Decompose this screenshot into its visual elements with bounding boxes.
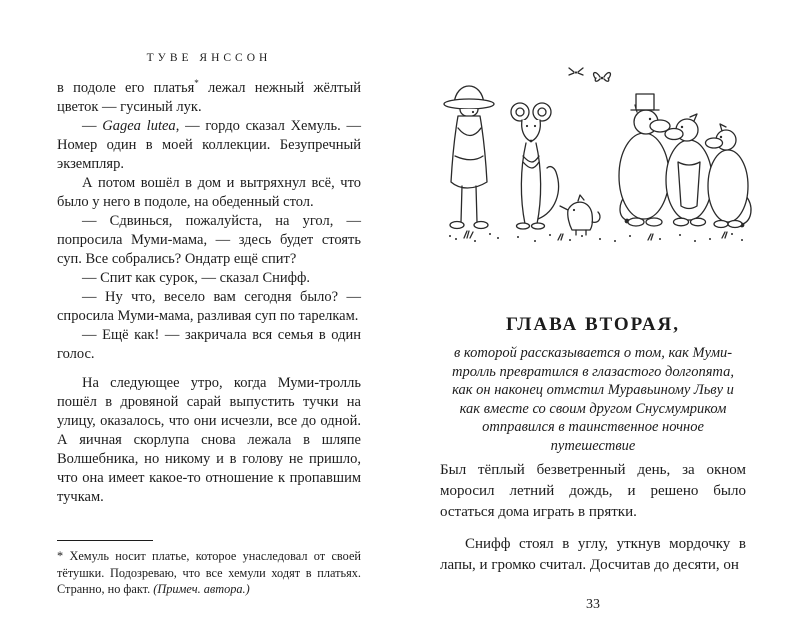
- snufkin-figure: [444, 86, 494, 229]
- paragraph: — Ещё как! — закричала вся семья в один голос.: [57, 327, 361, 362]
- chapter-title: ГЛАВА ВТОРАЯ,: [505, 314, 681, 335]
- running-header: ТУВЕ ЯНССОН: [146, 52, 272, 64]
- paragraph: — Ну что, весело вам сегодня было? — спросила Муми-мама, разливая суп по тарелкам.: [57, 289, 361, 324]
- moomintroll-figure: [706, 124, 752, 228]
- small-creature-figure: [560, 195, 600, 235]
- opening-text-rest: лежал нежный жёлтый цветок — гусиный лук.: [57, 80, 361, 115]
- moomin-illustration: [430, 64, 760, 256]
- right-page-text: [440, 460, 746, 576]
- moominmamma-figure: [665, 114, 712, 226]
- butterfly-icon: [569, 68, 610, 81]
- moominpappa-figure: [619, 94, 670, 226]
- latin-species-name: Gagea lutea: [102, 118, 176, 134]
- ground-detail: [449, 231, 743, 242]
- moomin-characters-drawing: [430, 64, 760, 256]
- paragraph: На следующее утро, когда Муми-тролль пошёл в дровяной сарай выпустить тучки на улицу, оказалось, что они исчезли, все до одной. А яичная скорлупа снова лежала в шляпе Волшебника, но никому и в голову не пришло, что она имеет какое-то отношение к пропавшим тучкам.: [57, 375, 361, 505]
- paragraph-opening: [57, 79, 361, 117]
- left-page-text: [57, 79, 361, 507]
- footnote-body: * Хемуль носит платье, которое унаследовал от своей тётушки. Подозреваю, что все хемули ходят в платьях. Странно, но факт.: [57, 549, 361, 596]
- footnote-divider: [57, 540, 153, 541]
- page-number: 33: [586, 597, 600, 612]
- paragraph: — Спит как сурок, — сказал Снифф.: [82, 270, 310, 286]
- paragraph: — Сдвинься, пожалуйста, на угол, — попросила Муми-мама, — здесь будет стоять суп. Все собрались? Ондатр ещё спит?: [57, 213, 361, 267]
- paragraph: А потом вошёл в дом и вытряхнул всё, что было у него в подоле, на обеденный стол.: [57, 175, 361, 210]
- paragraph: Был тёплый безветренный день, за окном моросил летний дождь, и решено было остаться дома играть в прятки.: [440, 462, 746, 520]
- footnote-text: [57, 548, 361, 598]
- opening-text: в подоле его платья: [57, 80, 195, 96]
- dash: —: [82, 118, 103, 134]
- gagea-rest: , — гордо сказал Хемуль. — Номер один в моей коллекции. Безупречный экземпляр.: [57, 118, 362, 172]
- sniff-figure: [511, 103, 559, 229]
- footnote-attribution: (Примеч. автора.): [153, 582, 250, 596]
- chapter-epigraph: в которой рассказывается о том, как Муми-тролль превратился в глазастого долгопята, как он наконец отмстил Муравьиному Льву и как вместе со своим другом Снусмумриком отправился в таинственное ночное путешествие: [452, 345, 734, 454]
- footnote: [57, 540, 361, 598]
- paragraph-gagea: [57, 117, 361, 174]
- paragraph: Снифф стоял в углу, уткнув мордочку в лапы, и громко считал. Досчитав до десяти, он: [440, 536, 746, 573]
- footnote-marker: *: [194, 78, 199, 89]
